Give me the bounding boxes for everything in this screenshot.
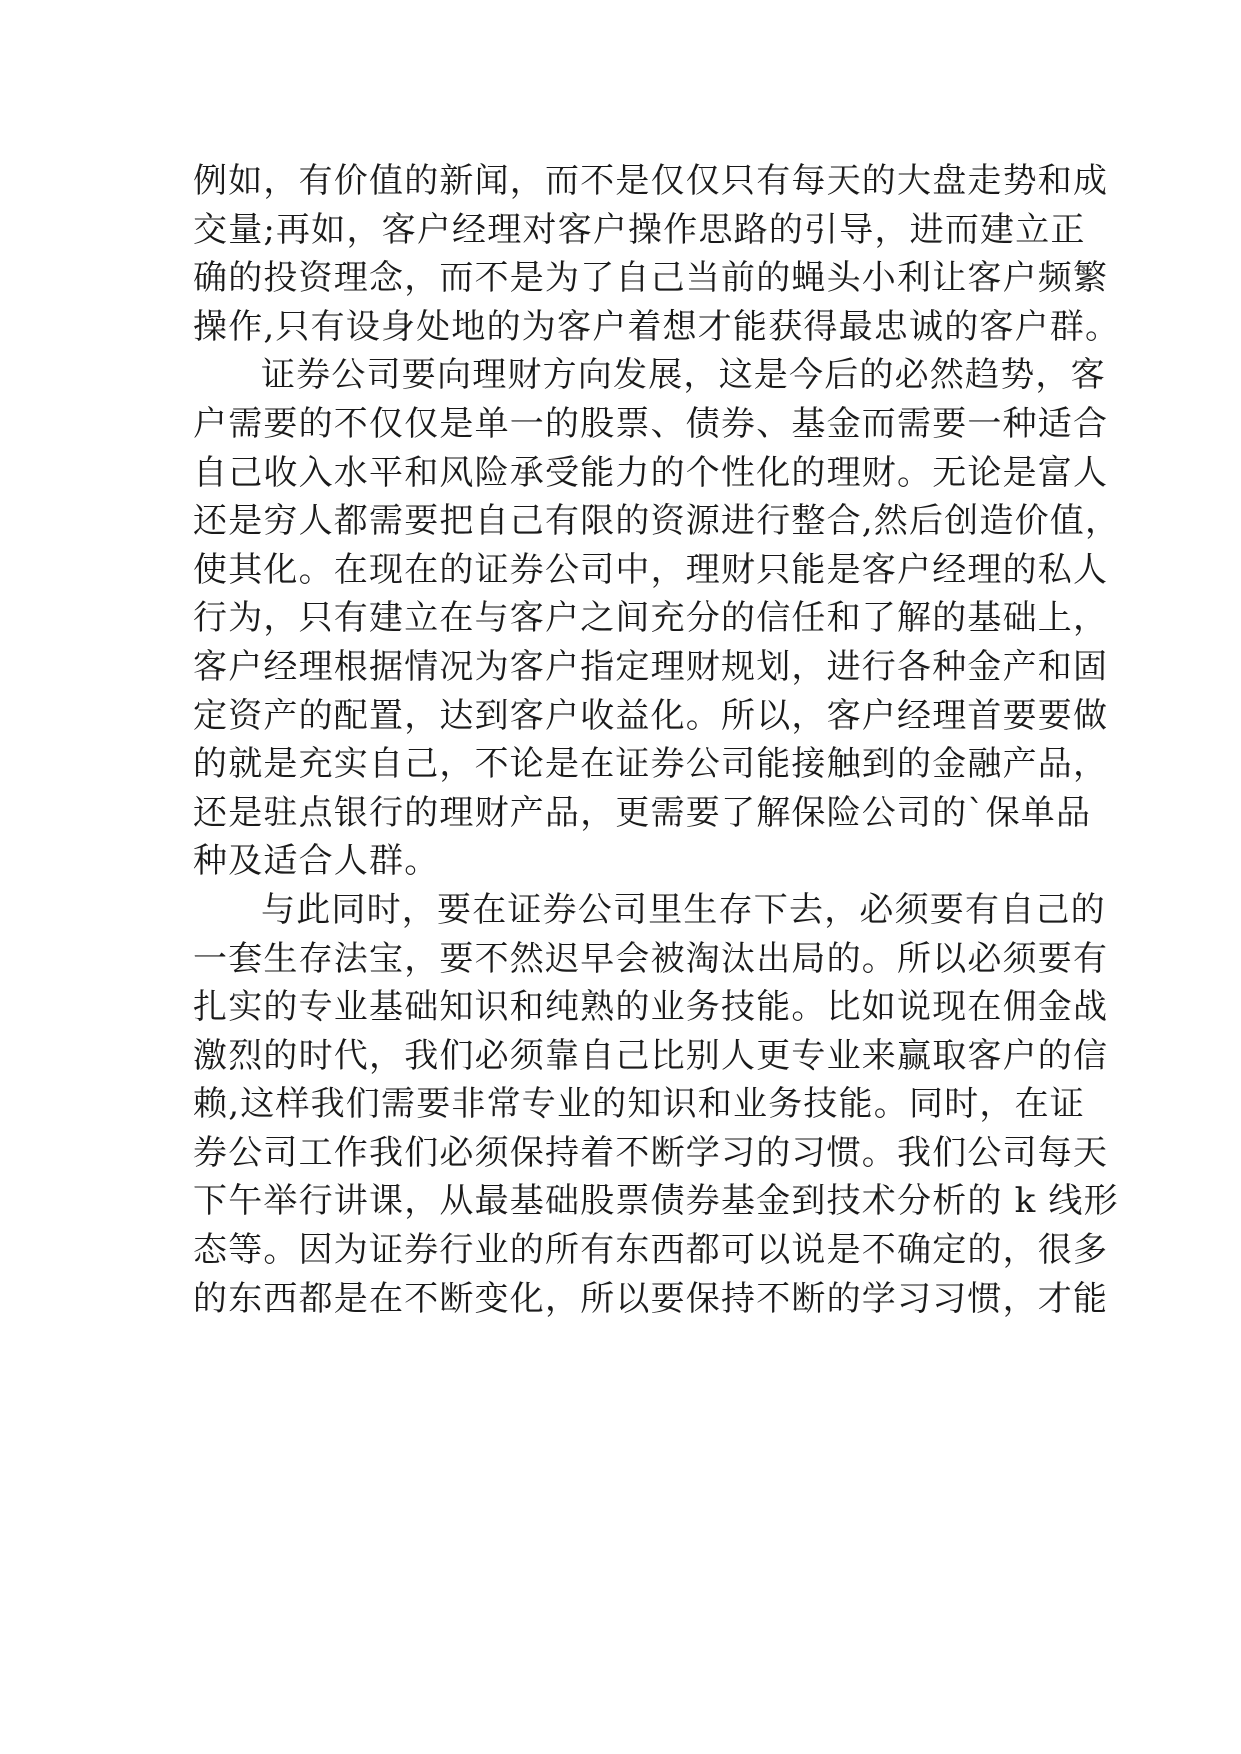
text-line: 下午举行讲课，从最基础股票债券基金到技术分析的 k 线形: [193, 1181, 1119, 1222]
text-line: 扎实的专业基础知识和纯熟的业务技能。比如说现在佣金战: [193, 987, 1109, 1028]
text-line: 户需要的不仅仅是单一的股票、债券、基金而需要一种适合: [193, 403, 1109, 444]
text-line: 操作,只有设身处地的为客户着想才能获得最忠诚的客户群。: [193, 306, 1121, 347]
text-line: 还是驻点银行的理财产品，更需要了解保险公司的`保单品: [193, 792, 1092, 833]
text-line: 定资产的配置，达到客户收益化。所以，客户经理首要要做: [193, 695, 1109, 736]
text-line: 一套生存法宝，要不然迟早会被淘汰出局的。所以必须要有: [193, 938, 1109, 979]
text-line: 例如，有价值的新闻，而不是仅仅只有每天的大盘走势和成: [193, 161, 1109, 201]
text-line: 使其化。在现在的证券公司中，理财只能是客户经理的私人: [193, 549, 1109, 590]
text-line: 的东西都是在不断变化，所以要保持不断的学习习惯，才能: [193, 1278, 1109, 1319]
paragraph-first-line: 与此同时，要在证券公司里生存下去，必须要有自己的: [261, 889, 1106, 930]
body-text: [193, 157, 1121, 1323]
text-line: 确的投资理念，而不是为了自己当前的蝇头小利让客户频繁: [193, 258, 1109, 299]
text-line: 激烈的时代，我们必须靠自己比别人更专业来赢取客户的信: [193, 1035, 1109, 1076]
text-line: 的就是充实自己，不论是在证券公司能接触到的金融产品，: [193, 744, 1109, 785]
paragraph-first-line: 证券公司要向理财方向发展，这是今后的必然趋势，客: [261, 355, 1106, 396]
text-line: 客户经理根据情况为客户指定理财规划，进行各种金产和固: [193, 646, 1109, 687]
text-line: 券公司工作我们必须保持着不断学习的习惯。我们公司每天: [193, 1132, 1109, 1173]
text-line: 自己收入水平和风险承受能力的个性化的理财。无论是富人: [193, 452, 1109, 493]
text-line: 还是穷人都需要把自己有限的资源进行整合,然后创造价值，: [193, 501, 1121, 542]
text-line: 种及适合人群。: [193, 841, 440, 882]
text-line: 赖,这样我们需要非常专业的知识和业务技能。同时，在证: [193, 1084, 1086, 1125]
text-line: 态等。因为证券行业的所有东西都可以说是不确定的，很多: [193, 1230, 1109, 1271]
text-line: 行为，只有建立在与客户之间充分的信任和了解的基础上，: [193, 598, 1109, 639]
text-line: 交量;再如，客户经理对客户操作思路的引导，进而建立正: [193, 209, 1086, 250]
